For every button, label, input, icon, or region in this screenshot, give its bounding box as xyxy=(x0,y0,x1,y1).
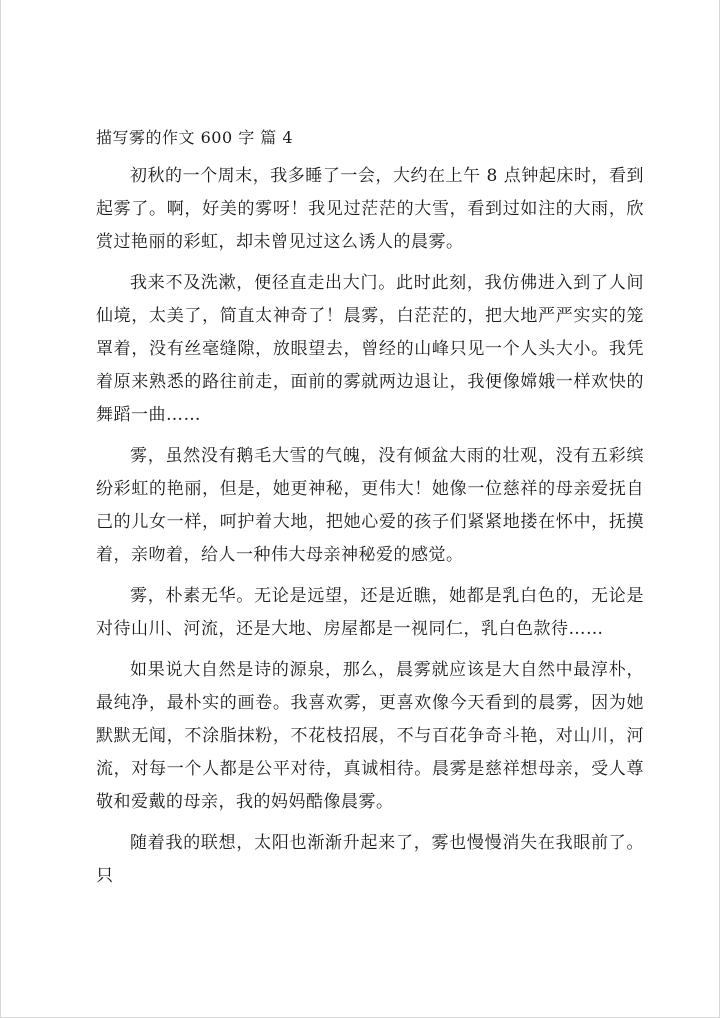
paragraph-4: 雾，朴素无华。无论是远望，还是近瞧，她都是乳白色的，无论是对待山川、河流，还是大地、房屋都是一视同仁，乳白色款待…… xyxy=(96,586,644,639)
paragraph-3: 雾，虽然没有鹅毛大雪的气魄，没有倾盆大雨的壮观，没有五彩缤纷彩虹的艳丽，但是，她更神秘，更伟大！她像一位慈祥的母亲爱抚自己的儿女一样，呵护着大地，把她心爱的孩子们紧紧地搂在怀中，抚摸着，亲吻着，给人一种伟大母亲神秘爱的感觉。 xyxy=(96,446,644,565)
paragraph-5: 如果说大自然是诗的源泉，那么，晨雾就应该是大自然中最淳朴，最纯净，最朴实的画卷。我喜欢雾，更喜欢像今天看到的晨雾，因为她默默无闻，不涂脂抹粉，不花枝招展，不与百花争奇斗艳，对山川，河流，对每一个人都是公平对待，真诚相待。晨雾是慈祥想母亲，受人尊敬和爱戴的母亲，我的妈妈酷像晨雾。 xyxy=(96,660,644,812)
paragraph-6: 随着我的联想，太阳也渐渐升起来了，雾也慢慢消失在我眼前了。只 xyxy=(96,833,644,886)
document-body xyxy=(96,126,644,901)
paragraph-1: 初秋的一个周末，我多睡了一会，大约在上午 8 点钟起床时，看到起雾了。啊，好美的雾呀！我见过茫茫的大雪，看到过如注的大雨，欣赏过艳丽的彩虹，却未曾见过这么诱人的晨雾。 xyxy=(96,166,644,252)
essay-title: 描写雾的作文 600 字 篇 4 xyxy=(96,128,294,147)
paragraph-2: 我来不及洗漱，便径直走出大门。此时此刻，我仿佛进入到了人间仙境，太美了，简直太神奇了！晨雾，白茫茫的，把大地严严实实的笼罩着，没有丝毫缝隙，放眼望去，曾经的山峰只见一个人头大小。我凭着原来熟悉的路往前走，面前的雾就两边退让，我便像嫦娥一样欢快的舞蹈一曲…… xyxy=(96,273,644,425)
